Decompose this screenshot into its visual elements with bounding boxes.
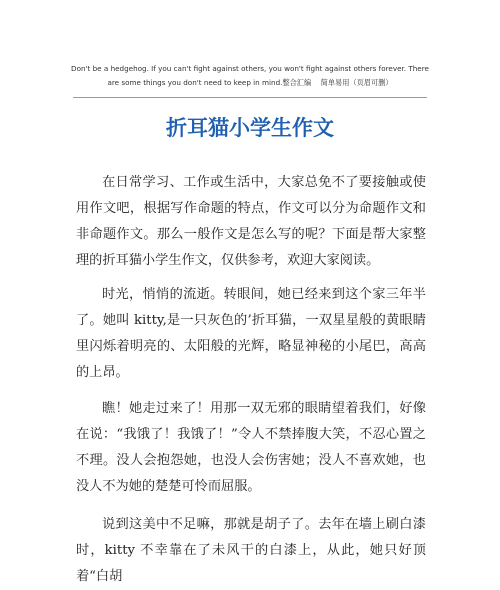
document-title: 折耳猫小学生作文 xyxy=(166,116,334,140)
paragraph-kitty-intro: 时光，悄悄的流逝。转眼间，她已经来到这个家三年半了。她叫 kitty,是一只灰色的’折耳猫，一双星星般的黄眼睛里闪烁着明亮的、太阳般的光辉，略显神秘的小尾巴，高高的上昂。 xyxy=(76,287,426,380)
paragraph-kitty-behavior: 瞧！她走过来了！用那一双无邪的眼睛望着我们，好像在说：“我饿了！我饿了！”令人不禁捧腹大笑，不忍心置之不理。没人会抱怨她，也没人会伤害她；没人不喜欢她，也没人不为她的楚楚可怜而屈服。 xyxy=(76,401,426,494)
paragraph-whiskers: 说到这美中不足嘛，那就是胡子了。去年在墙上刷白漆时，kitty 不幸靠在了未风干的白漆上，从此，她只好顶着“白胡 xyxy=(76,517,426,584)
paragraph-intro: 在日常学习、工作或生活中，大家总免不了要接触或使用作文吧，根据写作命题的特点，作文可以分为命题作文和非命题作文。那么一般作文是怎么写的呢？下面是帮大家整理的折耳猫小学生作文，仅供参考，欢迎大家阅读。 xyxy=(76,175,426,268)
header-note: Don't be a hedgehog. If you can't fight against others, you won't fight against others forever. There are some things you don't need to keep in mind.整合汇编 简单易用（页眉可删） xyxy=(71,64,429,87)
header-divider xyxy=(73,97,427,98)
